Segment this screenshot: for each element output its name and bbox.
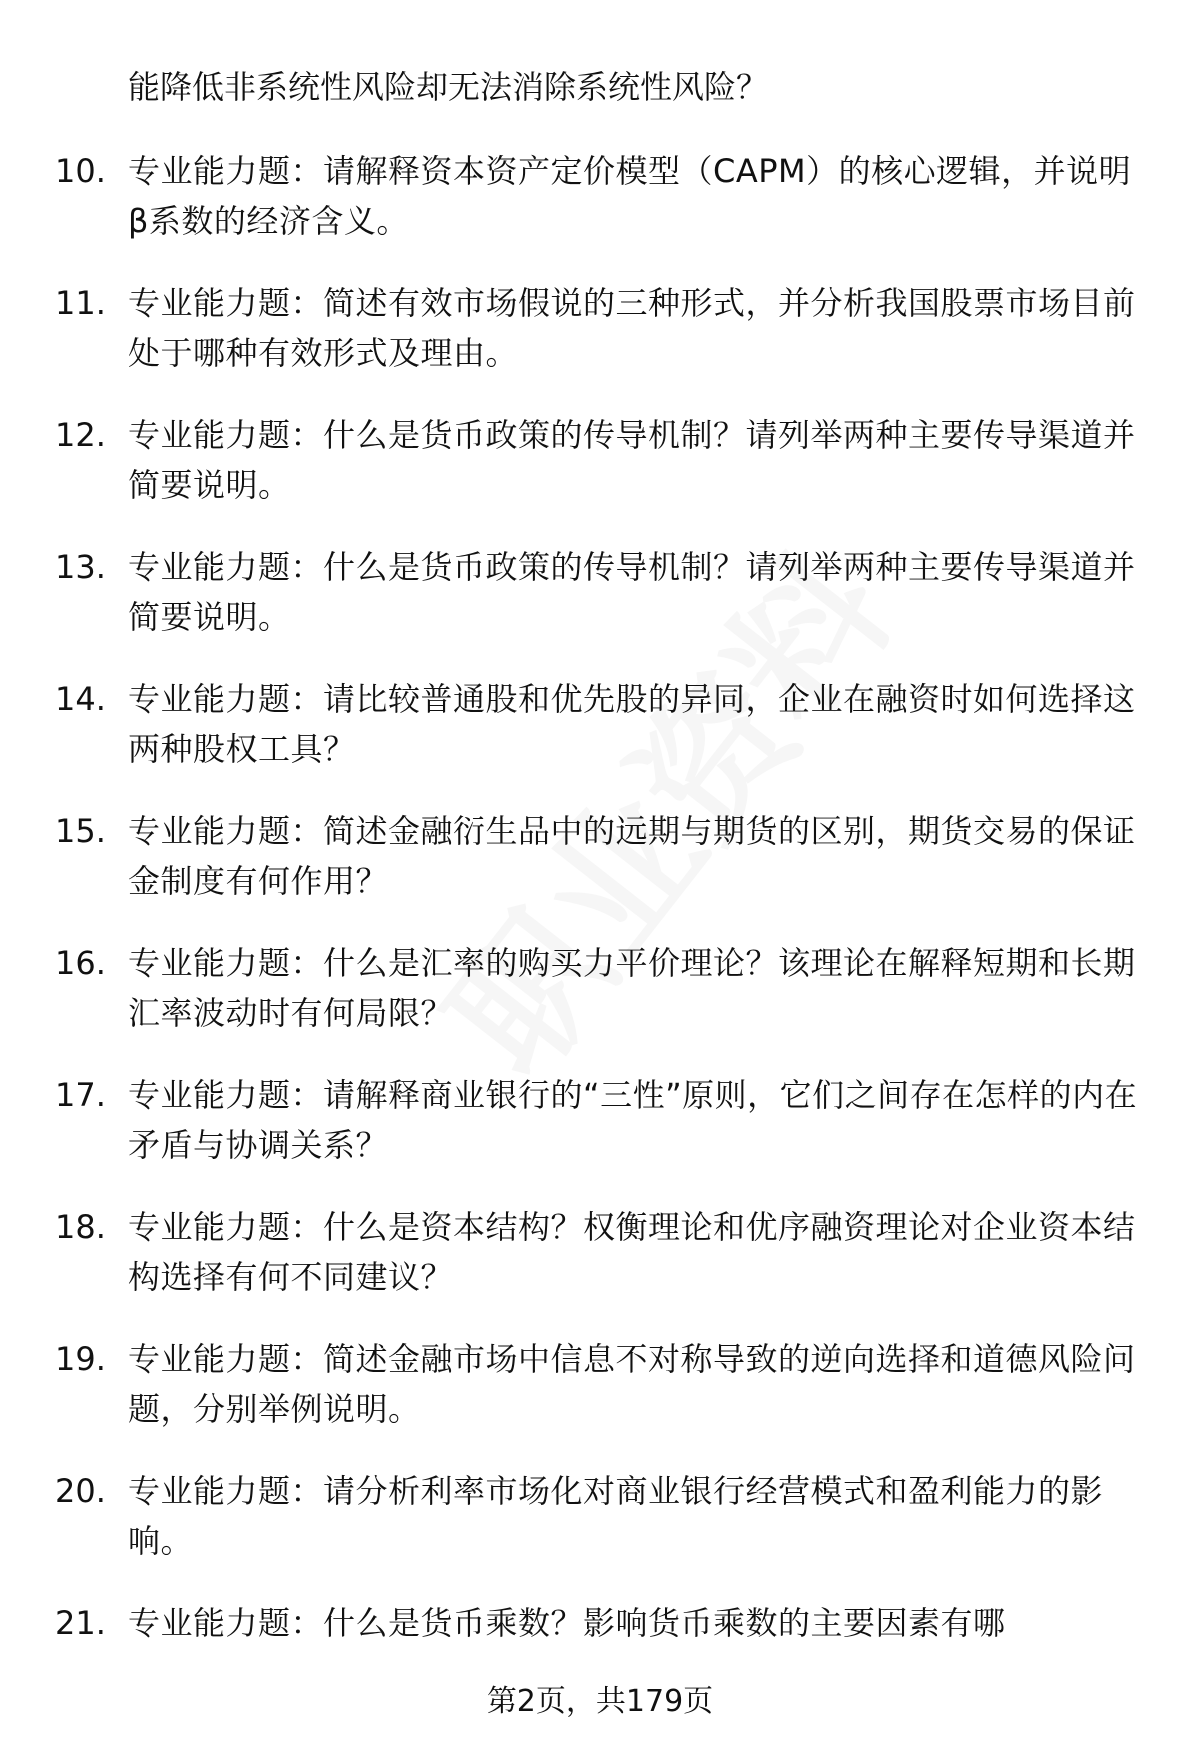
question-item-13 <box>0 542 1200 674</box>
question-text: 专业能力题：请比较普通股和优先股的异同，企业在融资时如何选择这两种股权工具？ <box>128 680 1136 768</box>
question-item-18 <box>0 1202 1200 1334</box>
page-footer: 第2页，共179页 <box>486 1684 714 1719</box>
question-number: 13. <box>55 548 106 586</box>
question-text: 专业能力题：什么是货币乘数？影响货币乘数的主要因素有哪 <box>128 1604 1006 1642</box>
question-text: 专业能力题：什么是货币政策的传导机制？请列举两种主要传导渠道并简要说明。 <box>128 548 1136 636</box>
question-text: 专业能力题：请解释商业银行的“三性”原则，它们之间存在怎样的内在矛盾与协调关系？ <box>128 1076 1138 1164</box>
question-item-15 <box>0 806 1200 938</box>
question-item-10 <box>0 146 1200 278</box>
question-text: 专业能力题：请分析利率市场化对商业银行经营模式和盈利能力的影响。 <box>128 1472 1104 1560</box>
question-text: 专业能力题：请解释资本资产定价模型（CAPM）的核心逻辑，并说明β系数的经济含义。 <box>128 152 1132 240</box>
question-number: 10. <box>55 152 106 190</box>
question-item-20 <box>0 1466 1200 1598</box>
question-number: 19. <box>55 1340 106 1378</box>
question-number: 17. <box>55 1076 106 1114</box>
question-text: 专业能力题：什么是货币政策的传导机制？请列举两种主要传导渠道并简要说明。 <box>128 416 1136 504</box>
question-number: 14. <box>55 680 106 718</box>
question-item-14 <box>0 674 1200 806</box>
question-item-12 <box>0 410 1200 542</box>
question-number: 18. <box>55 1208 106 1246</box>
continuation-line: 能降低非系统性风险却无法消除系统性风险？ <box>128 68 769 106</box>
question-number: 16. <box>55 944 106 982</box>
question-text: 专业能力题：什么是资本结构？权衡理论和优序融资理论对企业资本结构选择有何不同建议？ <box>128 1208 1136 1296</box>
question-number: 12. <box>55 416 106 454</box>
question-number: 21. <box>55 1604 106 1642</box>
question-number: 11. <box>55 284 106 322</box>
question-text: 专业能力题：简述金融衍生品中的远期与期货的区别，期货交易的保证金制度有何作用？ <box>128 812 1136 900</box>
question-item-16 <box>0 938 1200 1070</box>
question-number: 20. <box>55 1472 106 1510</box>
question-item-11 <box>0 278 1200 410</box>
question-number: 15. <box>55 812 106 850</box>
question-item-19 <box>0 1334 1200 1466</box>
question-text: 专业能力题：什么是汇率的购买力平价理论？该理论在解释短期和长期汇率波动时有何局限？ <box>128 944 1136 1032</box>
question-list <box>0 146 1200 1730</box>
question-item-17 <box>0 1070 1200 1202</box>
question-text: 专业能力题：简述有效市场假说的三种形式，并分析我国股票市场目前处于哪种有效形式及理由。 <box>128 284 1136 372</box>
question-text: 专业能力题：简述金融市场中信息不对称导致的逆向选择和道德风险问题，分别举例说明。 <box>128 1340 1136 1428</box>
